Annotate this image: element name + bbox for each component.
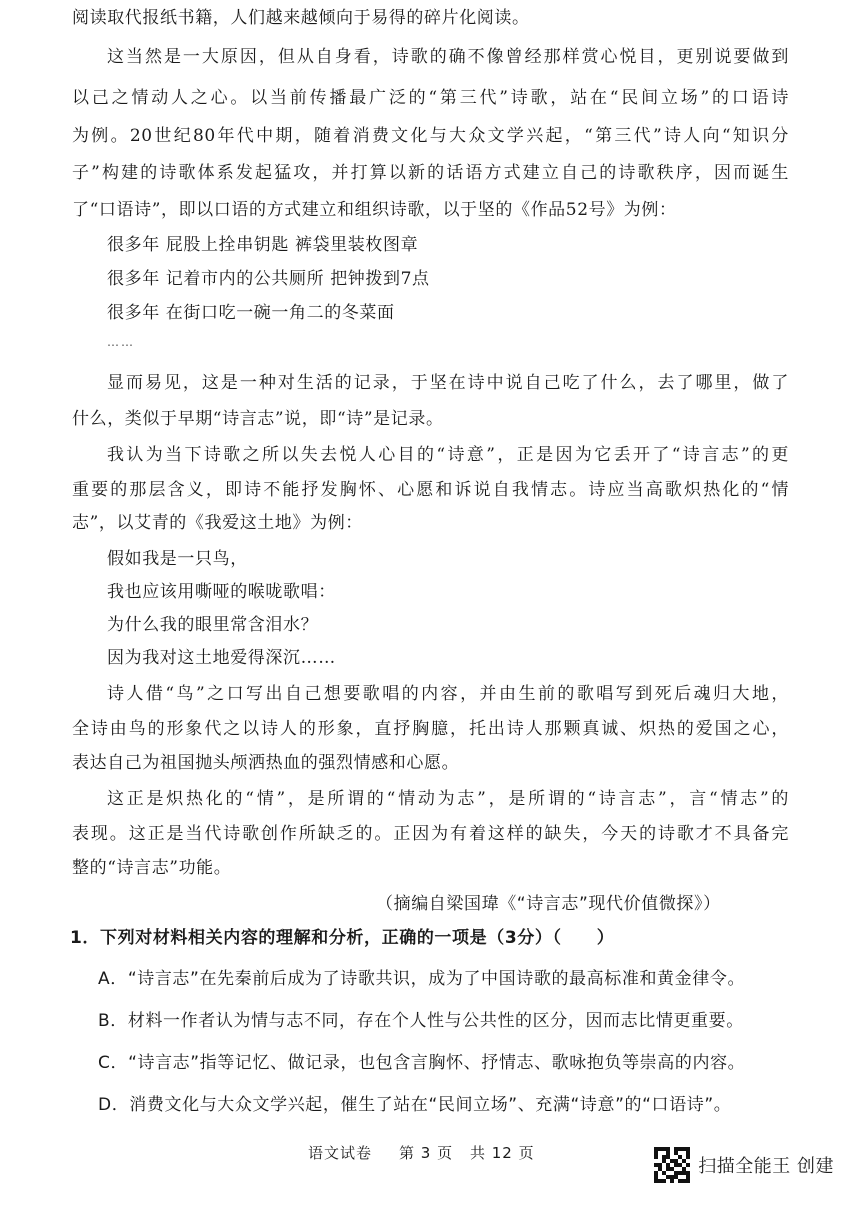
option-c: C．“诗言志”指等记忆、做记录，也包含言胸怀、抒情志、歌咏抱负等崇高的内容。 — [98, 1053, 746, 1073]
passage-line: 志”，以艾青的《我爱这土地》为例： — [72, 513, 363, 533]
passage-line: 什么，类似于早期“诗言志”说，即“诗”是记录。 — [72, 409, 444, 429]
passage-line: 显而易见，这是一种对生活的记录，于坚在诗中说自己吃了什么，去了哪里，做了 — [107, 373, 789, 393]
poem-line: 我也应该用嘶哑的喉咙歌唱： — [107, 582, 336, 602]
passage-line: 这当然是一大原因，但从自身看，诗歌的确不像曾经那样赏心悦目，更别说要做到 — [107, 47, 789, 67]
passage-line: 阅读取代报纸书籍，人们越来越倾向于易得的碎片化阅读。 — [72, 8, 530, 28]
poem-line: 因为我对这土地爱得深沉…… — [107, 648, 336, 668]
source-citation: （摘编自梁国瑋《“诗言志”现代价值微探》） — [376, 894, 721, 914]
passage-line: 我认为当下诗歌之所以失去悦人心目的“诗意”，正是因为它丢开了“诗言志”的更 — [107, 445, 789, 465]
option-d: D．消费文化与大众文学兴起，催生了站在“民间立场”、充满“诗意”的“口语诗”。 — [98, 1095, 732, 1115]
question-stem: 1．下列对材料相关内容的理解和分析，正确的一项是（3分）（ ） — [70, 928, 615, 948]
watermark-text: 扫描全能王 创建 — [698, 1156, 834, 1177]
footer-page: 第 3 页 — [399, 1144, 454, 1162]
passage-line: 整的“诗言志”功能。 — [72, 858, 232, 878]
option-b: B．材料一作者认为情与志不同，存在个人性与公共性的区分，因而志比情更重要。 — [98, 1011, 744, 1031]
poem-line: 很多年 在街口吃一碗一角二的冬菜面 — [107, 303, 395, 323]
footer-subject: 语文试卷 — [308, 1144, 373, 1162]
scanner-watermark — [654, 1147, 834, 1183]
passage-line: 了“口语诗”，即以口语的方式建立和组织诗歌，以于坚的《作品52号》为例： — [72, 200, 677, 220]
passage-line: 这正是炽热化的“情”，是所谓的“情动为志”，是所谓的“诗言志”，言“情志”的 — [107, 789, 789, 809]
passage-line: 子”构建的诗歌体系发起猛攻，并打算以新的话语方式建立自己的诗歌秩序，因而诞生 — [72, 163, 789, 183]
passage-line: 表达自己为祖国抛头颅洒热血的强烈情感和心愿。 — [72, 753, 460, 773]
poem-line: 为什么我的眼里常含泪水？ — [107, 615, 319, 635]
passage-line: 诗人借“鸟”之口写出自己想要歌唱的内容，并由生前的歌唱写到死后魂归大地， — [107, 684, 789, 704]
option-a: A．“诗言志”在先秦前后成为了诗歌共识，成为了中国诗歌的最高标准和黄金律令。 — [98, 969, 746, 989]
passage-line: 表现。这正是当代诗歌创作所缺乏的。正因为有着这样的缺失，今天的诗歌才不具备完 — [72, 824, 789, 844]
passage-line: 全诗由鸟的形象代之以诗人的形象，直抒胸臆，托出诗人那颗真诚、炽热的爱国之心， — [72, 719, 789, 739]
poem-ellipsis: …… — [107, 335, 135, 349]
poem-line: 很多年 记着市内的公共厕所 把钟拨到7点 — [107, 269, 430, 289]
poem-line: 假如我是一只鸟， — [107, 549, 248, 569]
passage-line: 为例。20世纪80年代中期，随着消费文化与大众文学兴起，“第三代”诗人向“知识分 — [72, 126, 789, 146]
passage-line: 以己之情动人之心。以当前传播最广泛的“第三代”诗歌，站在“民间立场”的口语诗 — [72, 88, 789, 108]
footer-total: 共 12 页 — [470, 1144, 535, 1162]
qr-code-icon — [654, 1147, 690, 1183]
passage-line: 重要的那层含义，即诗不能抒发胸怀、心愿和诉说自我情志。诗应当高歌炽热化的“情 — [72, 480, 789, 500]
poem-line: 很多年 屁股上拴串钥匙 裤袋里装枚图章 — [107, 235, 419, 255]
